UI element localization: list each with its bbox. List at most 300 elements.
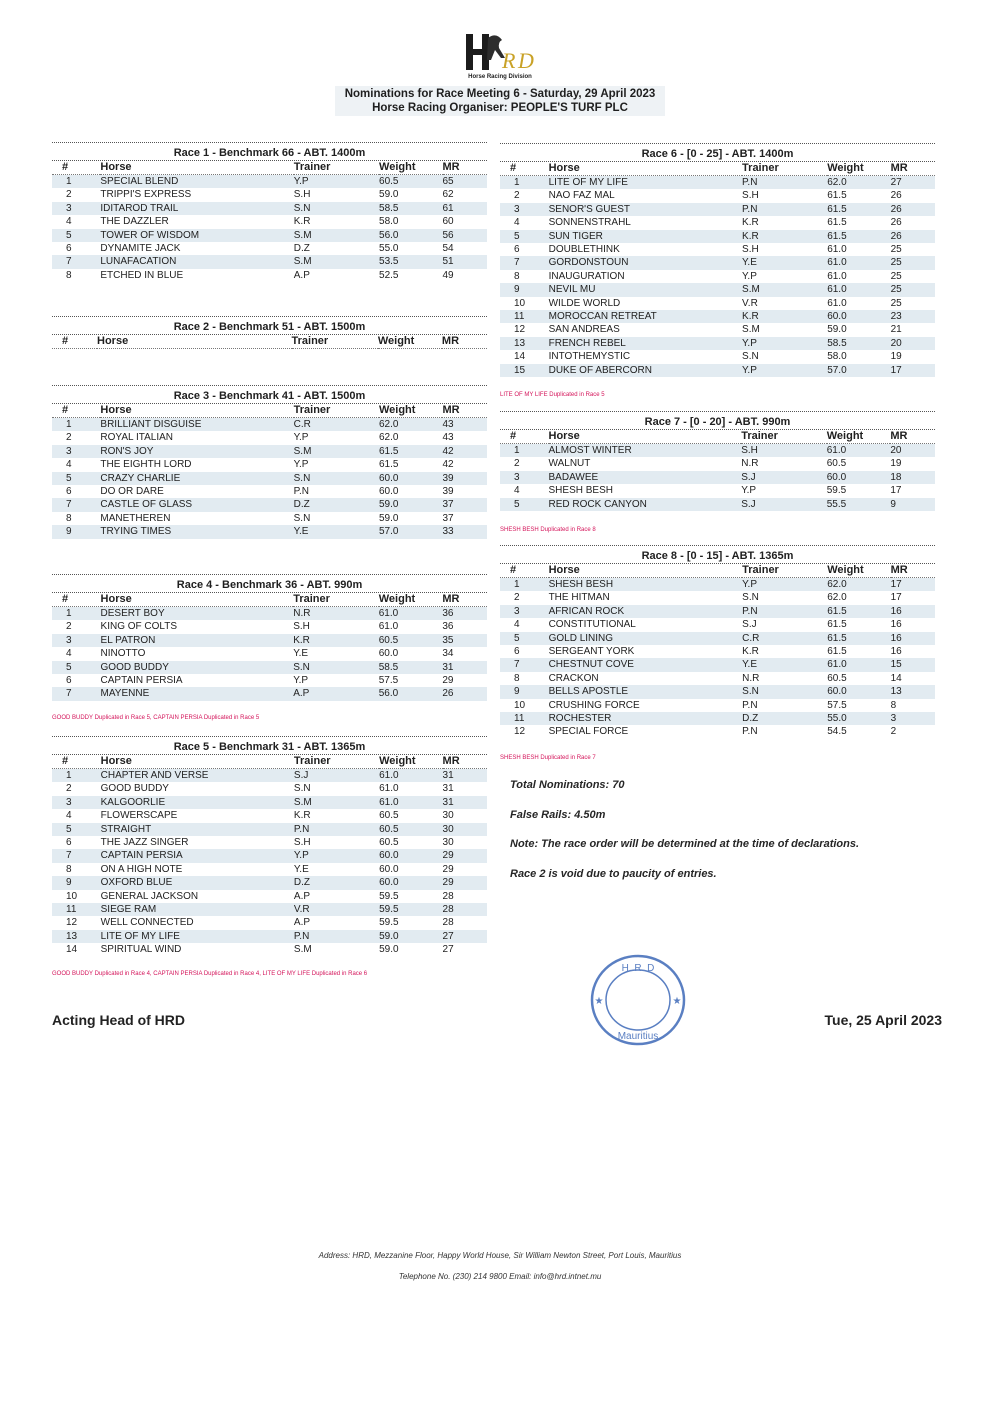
cell-trainer: K.R [293, 216, 311, 228]
cell-trainer: S.N [294, 202, 379, 215]
cell-horse: FLOWERSCAPE [100, 810, 178, 822]
table-row [500, 645, 935, 658]
column-header-horse: Horse [549, 430, 742, 444]
cell-horse: SIEGE RAM [101, 903, 294, 916]
table-row [52, 903, 487, 916]
cell-mr: 16 [891, 632, 935, 645]
race-title: Race 2 - Benchmark 51 - ABT. 1500m [52, 316, 487, 335]
cell-trainer: S.N [293, 512, 311, 524]
table-header-row [500, 564, 935, 578]
cell-horse: THE JAZZ SINGER [100, 837, 189, 849]
cell-weight: 61.5 [827, 619, 847, 631]
table-row [500, 297, 935, 310]
cell-horse: GOOD BUDDY [100, 783, 169, 795]
cell-horse: THE DAZZLER [100, 216, 169, 228]
table-row [52, 836, 487, 849]
cell-mr: 23 [891, 310, 935, 323]
cell-mr: 17 [891, 364, 935, 377]
cell-mr: 15 [891, 658, 935, 671]
total-nominations: Total Nominations: 70 [510, 779, 625, 791]
table-header-row [52, 593, 487, 607]
cell-weight: 60.5 [379, 175, 442, 189]
cell-mr: 25 [890, 297, 902, 309]
cell-weight: 58.0 [827, 351, 847, 363]
cell-num: 11 [500, 712, 549, 725]
cell-mr: 56 [443, 229, 488, 242]
cell-horse: RED ROCK CANYON [549, 498, 742, 511]
cell-trainer: D.Z [293, 243, 310, 255]
race-title: Race 3 - Benchmark 41 - ABT. 1500m [52, 385, 487, 404]
cell-weight: 62.0 [827, 578, 890, 592]
cell-mr: 42 [442, 459, 454, 471]
svg-text:D: D [518, 48, 534, 73]
race-block [500, 545, 935, 739]
cell-num: 3 [500, 471, 549, 484]
table-row [500, 337, 935, 350]
cell-trainer: Y.P [293, 432, 309, 444]
column-header-trainer: Trainer [741, 430, 827, 444]
cell-weight: 59.0 [379, 944, 399, 956]
table-row [500, 672, 935, 685]
cell-trainer: Y.P [294, 175, 379, 189]
cell-num: 4 [514, 217, 520, 229]
cell-trainer: K.R [293, 810, 311, 822]
table-row [52, 229, 487, 242]
cell-mr: 49 [442, 269, 454, 281]
footer-contact: Telephone No. (230) 214 9800 Email: info@hrd.intnet.mu [398, 1272, 602, 1281]
cell-trainer: S.M [293, 944, 312, 956]
cell-mr: 65 [443, 175, 488, 189]
cell-num: 5 [52, 661, 101, 674]
cell-trainer: P.N [742, 726, 758, 738]
cell-mr: 51 [443, 255, 488, 268]
cell-mr: 37 [442, 498, 487, 511]
race-order-note: Note: The race order will be determined at the time of declarations. [510, 838, 860, 850]
cell-num: 15 [500, 364, 549, 377]
cell-num: 6 [514, 646, 520, 658]
cell-trainer: N.R [742, 672, 760, 684]
column-header-num: # [500, 162, 549, 176]
cell-weight: 59.5 [379, 890, 399, 902]
cell-trainer: Y.E [742, 256, 827, 269]
cell-num: 6 [514, 244, 520, 256]
table-row [52, 809, 487, 822]
cell-horse: DOUBLETHINK [548, 244, 620, 256]
table-row [500, 243, 935, 256]
cell-mr: 60 [442, 216, 454, 228]
cell-num: 3 [52, 796, 101, 809]
duplicate-note: LITE OF MY LIFE Duplicated in Race 5 [500, 392, 605, 398]
table-row [52, 445, 487, 458]
cell-weight: 60.0 [379, 876, 442, 889]
cell-mr: 26 [890, 217, 902, 229]
cell-horse: KING OF COLTS [100, 621, 178, 633]
cell-horse: GOLD LINING [549, 632, 743, 645]
cell-mr: 61 [443, 202, 488, 215]
cell-mr: 25 [890, 244, 902, 256]
table-row [52, 687, 487, 700]
table-row [500, 256, 935, 269]
svg-text:★: ★ [672, 996, 682, 1007]
cell-mr: 9 [890, 498, 935, 511]
table-row [500, 725, 935, 738]
table-row [52, 202, 487, 215]
column-header-horse: Horse [549, 564, 743, 578]
table-row [52, 255, 487, 268]
organiser: Horse Racing Organiser: PEOPLE'S TURF PLC [372, 102, 628, 114]
cell-trainer: K.R [293, 634, 379, 647]
cell-trainer: K.R [742, 646, 759, 658]
cell-weight: 60.0 [379, 863, 399, 875]
cell-mr: 17 [890, 592, 902, 604]
cell-horse: ALMOST WINTER [549, 444, 742, 458]
cell-trainer: A.P [293, 269, 310, 281]
cell-mr: 34 [442, 648, 454, 660]
cell-horse: SHESH BESH [549, 578, 743, 592]
cell-trainer: Y.P [742, 270, 757, 282]
table-row [500, 618, 935, 631]
cell-horse: MANETHEREN [100, 512, 171, 524]
column-header-num: # [52, 335, 97, 349]
cell-horse: SHESH BESH [548, 485, 613, 497]
table-row [500, 471, 935, 484]
cell-horse: ON A HIGH NOTE [100, 863, 183, 875]
cell-num: 14 [66, 944, 78, 956]
cell-num: 4 [514, 485, 520, 497]
column-header-horse: Horse [549, 162, 742, 176]
cell-num: 5 [500, 230, 549, 243]
cell-weight: 59.0 [379, 930, 442, 943]
cell-mr: 21 [890, 324, 902, 336]
cell-weight: 61.5 [379, 445, 443, 458]
cell-weight: 57.5 [378, 675, 399, 687]
race-title: Race 7 - [0 - 20] - ABT. 990m [500, 411, 935, 430]
cell-horse: RON'S JOY [100, 445, 293, 458]
column-header-num: # [52, 755, 101, 769]
column-header-mr: MR [442, 593, 487, 607]
race-void-note: Race 2 is void due to paucity of entries. [510, 868, 717, 880]
cell-num: 3 [52, 634, 101, 647]
cell-num: 12 [514, 324, 526, 336]
table-row [500, 270, 935, 283]
table-row [500, 591, 935, 604]
cell-mr: 20 [890, 444, 935, 458]
cell-trainer: N.R [741, 458, 759, 470]
cell-horse: MAYENNE [101, 687, 294, 700]
cell-weight: 58.5 [379, 661, 443, 674]
cell-trainer: Y.P [293, 675, 309, 687]
hrd-logo-icon [458, 30, 548, 80]
cell-num: 7 [52, 498, 100, 511]
table-row [52, 849, 487, 862]
cell-weight: 61.0 [827, 244, 847, 256]
cell-weight: 59.0 [378, 512, 399, 524]
cell-horse: GENERAL JACKSON [100, 890, 199, 902]
cell-horse: TRYING TIMES [100, 525, 293, 538]
cell-num: 1 [52, 769, 101, 783]
cell-weight: 62.0 [827, 176, 890, 190]
cell-horse: SONNENSTRAHL [548, 217, 631, 229]
cell-weight: 61.0 [827, 283, 890, 296]
cell-mr: 27 [442, 944, 454, 956]
table-header-row [52, 404, 487, 418]
table-row [52, 188, 487, 201]
race-table [52, 161, 487, 282]
cell-mr: 37 [442, 512, 454, 524]
cell-trainer: Y.P [742, 337, 827, 350]
cell-num: 4 [514, 619, 520, 631]
race-table [500, 430, 935, 511]
cell-weight: 60.0 [827, 685, 890, 698]
cell-num: 2 [514, 592, 520, 604]
table-row [52, 943, 487, 956]
cell-num: 4 [66, 810, 72, 822]
column-header-weight: Weight [379, 593, 443, 607]
table-row [52, 269, 487, 282]
table-row [500, 484, 935, 497]
cell-num: 1 [500, 176, 549, 190]
cell-horse: CRAZY CHARLIE [100, 472, 293, 485]
table-row [52, 175, 487, 189]
table-row [500, 189, 935, 202]
column-header-horse: Horse [101, 593, 294, 607]
cell-mr: 27 [443, 930, 487, 943]
cell-mr: 16 [890, 646, 902, 658]
cell-mr: 29 [442, 675, 454, 687]
cell-horse: TOWER OF WISDOM [100, 229, 293, 242]
table-header-row [52, 335, 487, 349]
cell-weight: 56.0 [379, 229, 442, 242]
cell-trainer: S.N [742, 592, 759, 604]
column-header-weight: Weight [827, 430, 891, 444]
cell-weight: 61.5 [827, 203, 890, 216]
cell-mr: 3 [891, 712, 935, 725]
cell-horse: GOOD BUDDY [101, 661, 294, 674]
cell-mr: 16 [891, 605, 935, 618]
cell-num: 6 [66, 675, 72, 687]
cell-num: 2 [66, 432, 72, 444]
cell-horse: SPECIAL BLEND [100, 175, 293, 189]
table-row [52, 782, 487, 795]
cell-weight: 60.0 [378, 486, 399, 498]
cell-weight: 61.5 [378, 459, 399, 471]
cell-horse: MOROCCAN RETREAT [549, 310, 742, 323]
cell-horse: SERGEANT YORK [548, 646, 635, 658]
cell-mr: 2 [890, 726, 897, 738]
cell-horse: CAPTAIN PERSIA [100, 675, 183, 687]
table-row [52, 485, 487, 498]
cell-horse: NAO FAZ MAL [548, 190, 615, 202]
cell-weight: 57.0 [827, 364, 890, 377]
footer-address: Address: HRD, Mezzanine Floor, Happy World House, Sir William Newton Street, Port Louis, Mauritius [318, 1251, 682, 1260]
cell-horse: CRACKON [548, 672, 599, 684]
cell-num: 12 [514, 726, 526, 738]
cell-horse: NEVIL MU [549, 283, 742, 296]
cell-num: 1 [500, 578, 549, 592]
cell-mr: 36 [442, 607, 487, 621]
cell-horse: SENOR'S GUEST [549, 203, 742, 216]
cell-horse: WELL CONNECTED [100, 917, 194, 929]
cell-trainer: N.R [293, 607, 379, 621]
column-header-weight: Weight [827, 564, 890, 578]
cell-mr: 28 [442, 890, 454, 902]
cell-mr: 30 [442, 837, 454, 849]
table-row [500, 310, 935, 323]
signatory-title: Acting Head of HRD [52, 1012, 185, 1028]
table-header-row [500, 162, 935, 176]
cell-weight: 54.5 [827, 726, 847, 738]
cell-weight: 60.0 [379, 472, 443, 485]
cell-horse: SAN ANDREAS [548, 324, 620, 336]
cell-trainer: Y.E [294, 525, 379, 538]
cell-trainer: Y.P [742, 578, 827, 592]
table-row [52, 634, 487, 647]
cell-mr: 62 [442, 189, 454, 201]
cell-trainer: D.Z [294, 498, 379, 511]
cell-num: 7 [500, 658, 549, 671]
race-table [52, 755, 487, 957]
cell-weight: 62.0 [379, 418, 443, 432]
page-title: Nominations for Race Meeting 6 - Saturday, 29 April 2023 [344, 88, 656, 100]
cell-weight: 61.0 [379, 769, 442, 783]
cell-num: 8 [66, 269, 72, 281]
cell-num: 3 [52, 445, 100, 458]
table-row [52, 661, 487, 674]
table-row [500, 605, 935, 618]
cell-num: 7 [500, 256, 549, 269]
cell-mr: 31 [442, 783, 454, 795]
column-header-trainer: Trainer [293, 593, 379, 607]
cell-weight: 60.5 [379, 837, 399, 849]
cell-trainer: S.N [293, 783, 311, 795]
race-title: Race 1 - Benchmark 66 - ABT. 1400m [52, 142, 487, 161]
cell-num: 9 [52, 525, 100, 538]
cell-mr: 29 [443, 849, 487, 862]
table-row [52, 242, 487, 255]
cell-num: 10 [66, 890, 78, 902]
cell-mr: 26 [891, 230, 935, 243]
cell-trainer: P.N [742, 699, 758, 711]
cell-num: 4 [66, 648, 72, 660]
race-block [500, 143, 935, 377]
race-title: Race 4 - Benchmark 36 - ABT. 990m [52, 574, 487, 593]
column-header-mr: MR [891, 162, 935, 176]
cell-trainer: Y.P [294, 849, 379, 862]
cell-num: 4 [66, 216, 72, 228]
cell-weight: 56.0 [379, 687, 443, 700]
table-row [500, 457, 935, 470]
cell-trainer: P.N [294, 930, 379, 943]
race-block [500, 411, 935, 511]
table-row [52, 431, 487, 444]
column-header-mr: MR [443, 755, 487, 769]
cell-trainer: S.M [294, 229, 379, 242]
race-block [52, 574, 487, 701]
cell-horse: OXFORD BLUE [101, 876, 294, 889]
cell-trainer: P.N [294, 823, 379, 836]
cell-weight: 61.0 [827, 270, 847, 282]
column-header-trainer: Trainer [742, 162, 827, 176]
cell-weight: 59.5 [379, 917, 399, 929]
table-row [52, 458, 487, 471]
cell-trainer: S.M [294, 796, 379, 809]
column-header-weight: Weight [379, 755, 442, 769]
column-header-num: # [52, 161, 100, 175]
cell-num: 7 [52, 255, 100, 268]
cell-mr: 42 [442, 445, 487, 458]
cell-horse: BADAWEE [549, 471, 742, 484]
cell-num: 3 [500, 203, 549, 216]
cell-horse: WALNUT [548, 458, 591, 470]
cell-weight: 61.5 [827, 632, 890, 645]
table-row [500, 323, 935, 336]
cell-mr: 26 [890, 190, 902, 202]
cell-weight: 61.5 [827, 190, 847, 202]
cell-mr: 25 [891, 283, 935, 296]
cell-weight: 61.5 [827, 605, 890, 618]
cell-num: 6 [66, 486, 72, 498]
column-header-trainer: Trainer [742, 564, 827, 578]
cell-weight: 61.0 [378, 621, 399, 633]
cell-trainer: K.R [742, 230, 827, 243]
cell-trainer: P.N [742, 605, 827, 618]
cell-trainer: S.H [741, 444, 827, 458]
race-title: Race 6 - [0 - 25] - ABT. 1400m [500, 143, 935, 162]
cell-num: 3 [52, 202, 100, 215]
cell-trainer: P.N [742, 176, 827, 190]
cell-mr: 20 [891, 337, 935, 350]
cell-mr: 43 [442, 432, 454, 444]
cell-trainer: V.R [742, 297, 758, 309]
column-header-trainer: Trainer [292, 335, 378, 349]
cell-weight: 61.0 [827, 658, 890, 671]
cell-horse: NINOTTO [100, 648, 146, 660]
cell-mr: 19 [890, 351, 902, 363]
cell-num: 5 [52, 472, 100, 485]
cell-mr: 31 [442, 661, 487, 674]
cell-weight: 59.5 [826, 485, 847, 497]
cell-horse: INAUGURATION [548, 270, 625, 282]
cell-weight: 58.0 [379, 216, 399, 228]
table-header-row [52, 161, 487, 175]
cell-weight: 61.5 [827, 646, 847, 658]
cell-num: 10 [514, 297, 526, 309]
column-header-weight: Weight [378, 335, 442, 349]
cell-num: 2 [66, 621, 72, 633]
cell-num: 13 [500, 337, 549, 350]
column-header-num: # [52, 593, 101, 607]
cell-weight: 61.0 [827, 297, 847, 309]
cell-weight: 55.5 [827, 498, 891, 511]
cell-mr: 29 [442, 863, 454, 875]
cell-horse: ROYAL ITALIAN [100, 432, 174, 444]
table-row [500, 578, 935, 592]
table-row [500, 283, 935, 296]
cell-weight: 61.0 [827, 444, 891, 458]
cell-trainer: Y.E [293, 863, 309, 875]
table-row [500, 444, 935, 458]
cell-horse: LITE OF MY LIFE [101, 930, 294, 943]
table-header-row [52, 755, 487, 769]
cell-horse: SPECIAL FORCE [548, 726, 629, 738]
cell-weight: 55.0 [827, 712, 890, 725]
hrd-stamp [583, 950, 693, 1050]
cell-num: 8 [514, 672, 520, 684]
race-block [52, 736, 487, 957]
logo-caption: Horse Racing Division [468, 74, 532, 80]
cell-num: 3 [500, 605, 549, 618]
table-row [52, 796, 487, 809]
